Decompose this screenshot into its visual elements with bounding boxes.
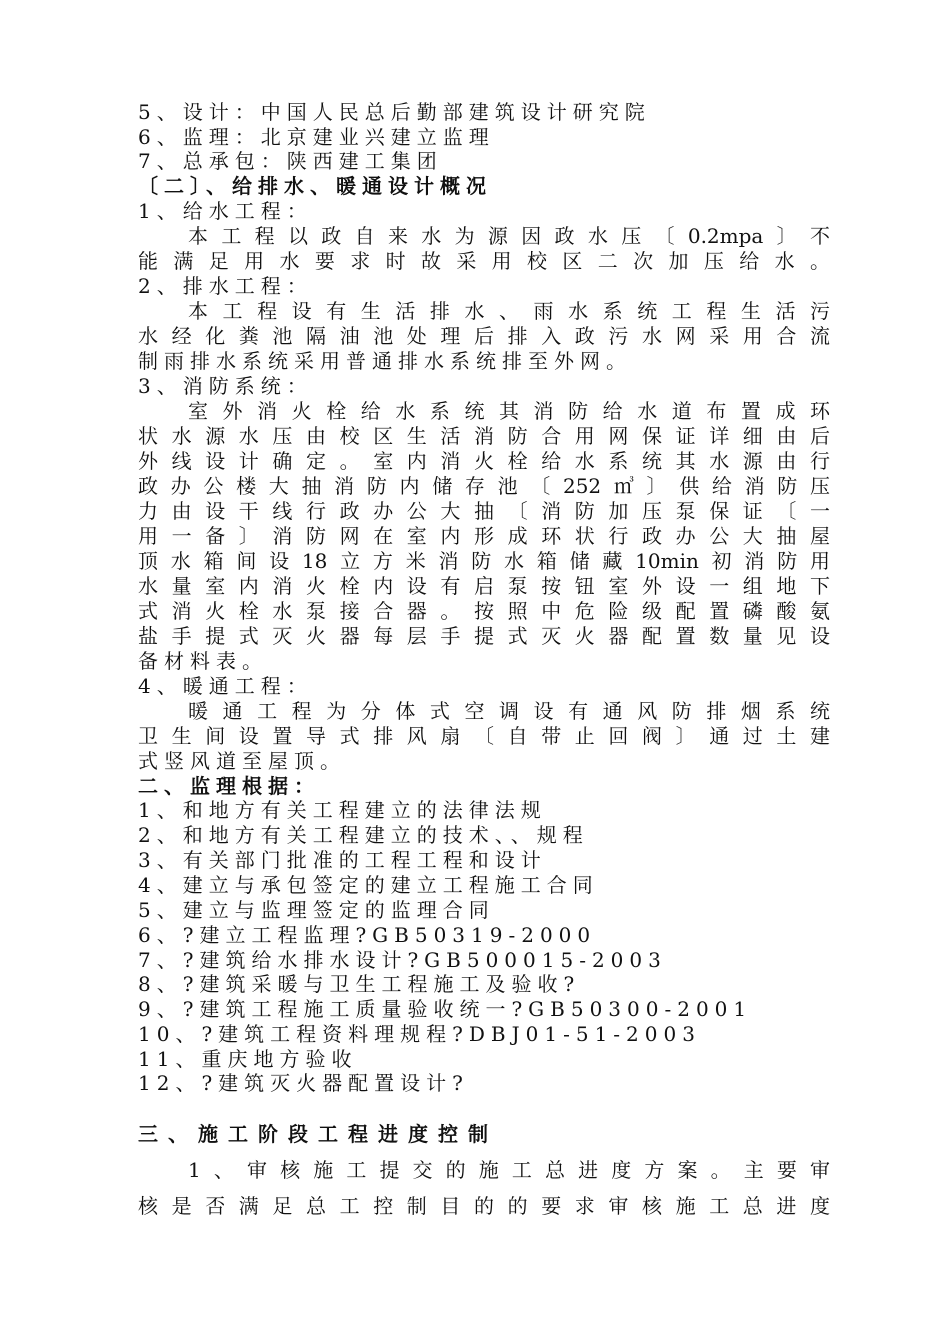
text-line: 4、暖通工程： — [138, 674, 313, 698]
list-item: 12、?建筑灭火器配置设计? — [138, 1071, 469, 1095]
list-item: 7、?建筑给水排水设计?GB500015-2003 — [138, 948, 667, 972]
paragraph-line: 式竖风道至屋顶。 — [138, 749, 346, 773]
text-line: 3、消防系统： — [138, 374, 313, 398]
list-item: 2、和地方有关工程建立的技术、、规程 — [138, 823, 589, 847]
paragraph-line: 政办公楼大抽消防内储存池〔252㎥〕供给消防压 — [138, 474, 830, 498]
paragraph-line: 水经化粪池隔油池处理后排入政污水网采用合流 — [138, 324, 830, 348]
paragraph-line: 式消火栓水泵接合器。按照中危险级配置磷酸氨 — [138, 599, 830, 623]
paragraph-line: 状水源水压由校区生活消防合用网保证详细由后 — [138, 424, 830, 448]
paragraph-line: 卫生间设置导式排风扇〔自带止回阀〕通过土建 — [138, 724, 830, 748]
section-heading: 〔二〕、给排水、暖通设计概况 — [138, 174, 492, 198]
list-item: 3、有关部门批准的工程工程和设计 — [138, 848, 547, 872]
text-line: 2、排水工程： — [138, 274, 313, 298]
text-line: 1、给水工程： — [138, 199, 313, 223]
section-heading: 二、监理根据： — [138, 774, 320, 798]
list-item: 4、建立与承包签定的建立工程施工合同 — [138, 873, 599, 897]
list-item: 1、和地方有关工程建立的法律法规 — [138, 798, 547, 822]
paragraph-line: 外线设计确定。室内消火栓给水系统其水源由行 — [138, 449, 830, 473]
list-item: 8、?建筑采暖与卫生工程施工及验收? — [138, 972, 581, 996]
paragraph-line: 本工程设有生活排水、雨水系统工程生活污 — [188, 299, 830, 323]
text-line: 7、总承包：陕西建工集团 — [138, 149, 443, 173]
paragraph-line: 制雨排水系统采用普通排水系统排至外网。 — [138, 349, 632, 373]
paragraph-line: 力由设干线行政办公大抽〔消防加压泵保证〔一 — [138, 499, 830, 523]
list-item: 11、重庆地方验收 — [138, 1047, 358, 1071]
paragraph-line: 核是否满足总工控制目的的要求审核施工总进度 — [138, 1194, 830, 1218]
paragraph-line: 1、审核施工提交的施工总进度方案。主要审 — [188, 1158, 830, 1182]
paragraph-line: 暖通工程为分体式空调设有通风防排烟系统 — [188, 699, 830, 723]
list-item: 9、?建筑工程施工质量验收统一?GB50300-2001 — [138, 997, 753, 1021]
paragraph-line: 盐手提式灭火器每层手提式灭火器配置数量见设 — [138, 624, 830, 648]
list-item: 6、?建立工程监理?GB50319-2000 — [138, 923, 597, 947]
paragraph-line: 顶水箱间设18立方米消防水箱储藏10min初消防用 — [138, 549, 830, 573]
paragraph-line: 用一备〕消防网在室内形成环状行政办公大抽屋 — [138, 524, 830, 548]
text-line: 5、设计：中国人民总后勤部建筑设计研究院 — [138, 100, 651, 124]
paragraph-line: 水量室内消火栓内设有启泵按钮室外设一组地下 — [138, 574, 830, 598]
text-line: 6、监理：北京建业兴建立监理 — [138, 125, 495, 149]
paragraph-line: 能满足用水要求时故采用校区二次加压给水。 — [138, 249, 830, 273]
section-heading: 三、施工阶段工程进度控制 — [138, 1122, 498, 1146]
list-item: 5、建立与监理签定的监理合同 — [138, 898, 495, 922]
list-item: 10、?建筑工程资料理规程?DBJ01-51-2003 — [138, 1022, 701, 1046]
paragraph-line: 本工程以政自来水为源因政水压〔0.2mpa〕不 — [188, 224, 830, 248]
paragraph-line: 室外消火栓给水系统其消防给水道布置成环 — [188, 399, 830, 423]
paragraph-line: 备材料表。 — [138, 649, 268, 673]
